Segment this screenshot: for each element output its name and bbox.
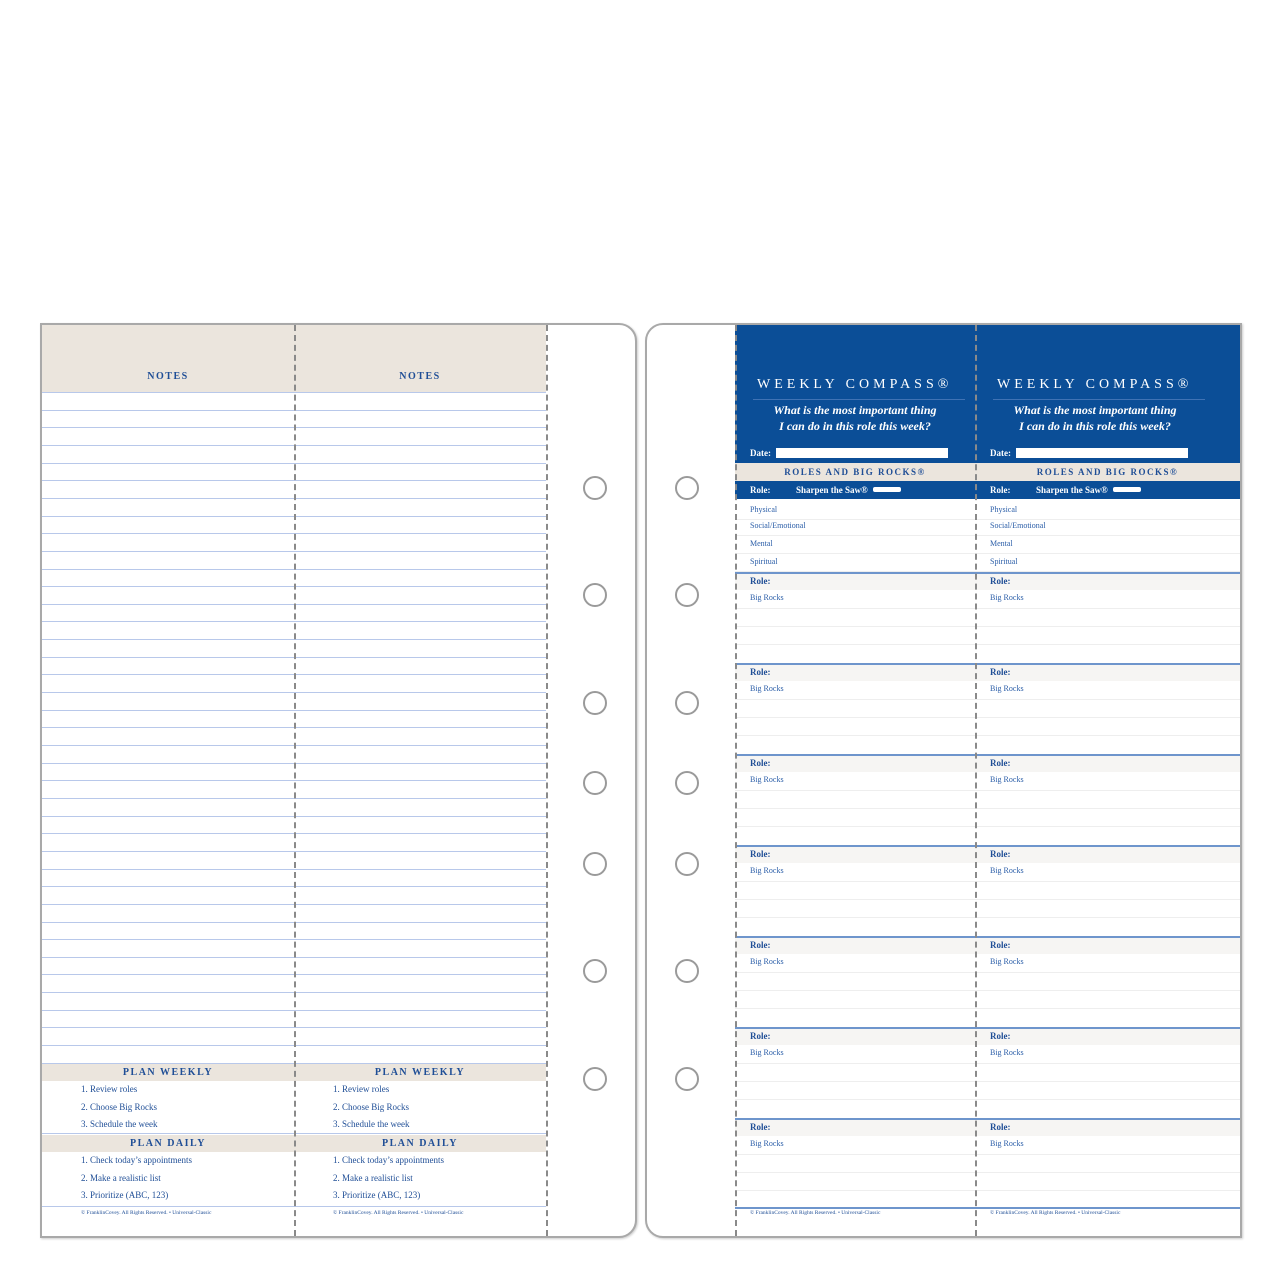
date-input[interactable]	[776, 448, 948, 458]
row-line[interactable]	[735, 1063, 975, 1064]
note-line[interactable]	[294, 533, 546, 534]
question-line: I can do in this role this week?	[779, 419, 931, 433]
big-rocks-label: Big Rocks	[750, 1139, 784, 1148]
note-line[interactable]	[42, 692, 294, 693]
role-label: Role:	[750, 1122, 771, 1132]
note-line[interactable]	[42, 816, 294, 817]
note-line[interactable]	[42, 498, 294, 499]
note-line[interactable]	[294, 569, 546, 570]
sharpen-row	[975, 481, 1240, 499]
note-line[interactable]	[294, 427, 546, 428]
note-line[interactable]	[294, 922, 546, 923]
big-rocks-label: Big Rocks	[750, 593, 784, 602]
row-line[interactable]	[735, 826, 975, 827]
perforation-line	[294, 325, 296, 1236]
binder-hole	[675, 959, 699, 983]
plan-daily-item: 1. Check today’s appointments	[81, 1155, 192, 1165]
footer-copyright: © FranklinCovey. All Rights Reserved. • Universal-Classic	[990, 1210, 1121, 1216]
note-line[interactable]	[294, 516, 546, 517]
note-line[interactable]	[294, 604, 546, 605]
big-rocks-label: Big Rocks	[750, 775, 784, 784]
plan-weekly-item: 3. Schedule the week	[81, 1119, 158, 1129]
row-line	[735, 519, 975, 520]
row-line[interactable]	[735, 717, 975, 718]
note-line[interactable]	[42, 480, 294, 481]
note-line[interactable]	[294, 392, 546, 393]
row-line[interactable]	[735, 808, 975, 809]
date-label: Date:	[750, 448, 771, 458]
roles-header: ROLES AND BIG ROCKS®	[735, 463, 975, 481]
note-line[interactable]	[294, 780, 546, 781]
plan-weekly-item: 1. Review roles	[333, 1084, 390, 1094]
note-line[interactable]	[42, 851, 294, 852]
note-line[interactable]	[294, 798, 546, 799]
role-row[interactable]	[975, 938, 1240, 954]
row-line[interactable]	[735, 790, 975, 791]
role-label: Role:	[990, 940, 1011, 950]
note-line[interactable]	[42, 1045, 294, 1046]
note-line[interactable]	[294, 1045, 546, 1046]
role-label: Role:	[750, 758, 771, 768]
row-line	[735, 553, 975, 554]
role-row[interactable]	[735, 938, 975, 954]
perforation-line	[975, 325, 977, 1236]
row-line[interactable]	[735, 626, 975, 627]
note-line[interactable]	[42, 957, 294, 958]
note-line[interactable]	[42, 869, 294, 870]
sharpen-label: Sharpen the Saw®	[1036, 485, 1108, 495]
binder-hole	[583, 852, 607, 876]
row-line[interactable]	[735, 881, 975, 882]
note-line[interactable]	[294, 851, 546, 852]
role-label: Role:	[990, 1122, 1011, 1132]
notes-column	[42, 325, 294, 1236]
row-line[interactable]	[975, 1081, 1240, 1082]
role-row[interactable]	[735, 756, 975, 772]
note-line[interactable]	[42, 939, 294, 940]
note-line[interactable]	[42, 886, 294, 887]
role-row[interactable]	[975, 574, 1240, 590]
note-line[interactable]	[42, 410, 294, 411]
note-line[interactable]	[42, 904, 294, 905]
divider	[753, 399, 965, 400]
note-line[interactable]	[42, 392, 294, 393]
big-rocks-label: Big Rocks	[750, 957, 784, 966]
binder-hole	[675, 771, 699, 795]
note-line[interactable]	[294, 992, 546, 993]
plan-daily-item: 1. Check today’s appointments	[333, 1155, 444, 1165]
sharpen-item: Social/Emotional	[990, 521, 1046, 530]
binder-hole	[583, 691, 607, 715]
row-line[interactable]	[735, 1190, 975, 1191]
note-line[interactable]	[42, 427, 294, 428]
note-line[interactable]	[294, 480, 546, 481]
row-line[interactable]	[735, 1081, 975, 1082]
footer-copyright: © FranklinCovey. All Rights Reserved. • Universal-Classic	[81, 1210, 212, 1216]
plan-daily-header: PLAN DAILY	[294, 1135, 546, 1152]
plan-daily-item: 2. Make a realistic list	[333, 1173, 413, 1183]
note-line[interactable]	[42, 657, 294, 658]
role-label: Role:	[990, 1031, 1011, 1041]
perforation-line	[735, 325, 737, 1236]
note-line[interactable]	[42, 533, 294, 534]
row-line[interactable]	[975, 1063, 1240, 1064]
sharpen-item: Physical	[750, 505, 778, 514]
perforation-line	[546, 325, 548, 1236]
note-line[interactable]	[294, 445, 546, 446]
compass-column	[735, 325, 975, 1236]
plan-weekly-item: 2. Choose Big Rocks	[333, 1102, 410, 1112]
big-rocks-label: Big Rocks	[750, 684, 784, 693]
role-label: Role:	[750, 576, 771, 586]
plan-weekly-item: 3. Schedule the week	[333, 1119, 410, 1129]
note-line[interactable]	[42, 763, 294, 764]
sharpen-item: Social/Emotional	[750, 521, 806, 530]
compass-title: WEEKLY COMPASS®	[997, 377, 1193, 392]
big-rocks-label: Big Rocks	[990, 957, 1024, 966]
divider	[294, 1133, 546, 1134]
row-line[interactable]	[735, 917, 975, 918]
row-line[interactable]	[735, 1099, 975, 1100]
plan-weekly-header: PLAN WEEKLY	[42, 1064, 294, 1081]
note-line[interactable]	[42, 727, 294, 728]
row-line	[975, 553, 1240, 554]
note-line[interactable]	[42, 621, 294, 622]
big-rocks-label: Big Rocks	[990, 593, 1024, 602]
row-line[interactable]	[735, 1172, 975, 1173]
sharpen-item: Mental	[990, 539, 1013, 548]
note-line[interactable]	[294, 710, 546, 711]
row-line[interactable]	[975, 790, 1240, 791]
plan-daily-header: PLAN DAILY	[42, 1135, 294, 1152]
note-line[interactable]	[42, 639, 294, 640]
note-line[interactable]	[42, 551, 294, 552]
compass-header	[975, 325, 1240, 463]
row-line[interactable]	[975, 699, 1240, 700]
row-line[interactable]	[975, 717, 1240, 718]
binder-hole	[583, 583, 607, 607]
note-line[interactable]	[42, 586, 294, 587]
note-line[interactable]	[42, 922, 294, 923]
binder-hole	[583, 476, 607, 500]
divider	[42, 1133, 294, 1134]
role-row[interactable]	[975, 1120, 1240, 1136]
role-label: Role:	[990, 758, 1011, 768]
compass-column	[975, 325, 1240, 1236]
role-row[interactable]	[975, 1029, 1240, 1045]
role-row[interactable]	[975, 756, 1240, 772]
note-line[interactable]	[42, 992, 294, 993]
note-line[interactable]	[294, 939, 546, 940]
role-label: Role:	[990, 849, 1011, 859]
note-line[interactable]	[294, 674, 546, 675]
row-line[interactable]	[735, 735, 975, 736]
note-line[interactable]	[294, 904, 546, 905]
sharpen-item: Spiritual	[750, 557, 778, 566]
plan-daily-item: 3. Prioritize (ABC, 123)	[81, 1190, 169, 1200]
row-line[interactable]	[975, 1190, 1240, 1191]
saw-icon	[873, 487, 901, 492]
role-label: Role:	[990, 576, 1011, 586]
notes-page	[40, 323, 637, 1238]
sharpen-label: Sharpen the Saw®	[796, 485, 868, 495]
date-input[interactable]	[1016, 448, 1188, 458]
note-line[interactable]	[294, 410, 546, 411]
note-line[interactable]	[294, 974, 546, 975]
role-row[interactable]	[735, 665, 975, 681]
binder-hole	[675, 691, 699, 715]
role-label: Role:	[750, 667, 771, 677]
big-rocks-label: Big Rocks	[990, 866, 1024, 875]
note-line[interactable]	[42, 516, 294, 517]
note-line[interactable]	[42, 798, 294, 799]
note-line[interactable]	[42, 1027, 294, 1028]
note-line[interactable]	[294, 869, 546, 870]
row-line[interactable]	[735, 699, 975, 700]
note-line[interactable]	[294, 727, 546, 728]
note-line[interactable]	[294, 639, 546, 640]
row-line[interactable]	[975, 881, 1240, 882]
note-line[interactable]	[294, 745, 546, 746]
row-line[interactable]	[975, 1154, 1240, 1155]
row-line[interactable]	[975, 917, 1240, 918]
role-label: Role:	[990, 667, 1011, 677]
date-label: Date:	[990, 448, 1011, 458]
note-line[interactable]	[294, 551, 546, 552]
binder-hole	[675, 476, 699, 500]
row-line[interactable]	[735, 1008, 975, 1009]
plan-weekly-item: 1. Review roles	[81, 1084, 138, 1094]
role-row[interactable]	[735, 574, 975, 590]
row-line[interactable]	[975, 990, 1240, 991]
question-line: I can do in this role this week?	[1019, 419, 1171, 433]
big-rocks-label: Big Rocks	[990, 1048, 1024, 1057]
note-line[interactable]	[42, 674, 294, 675]
note-line[interactable]	[42, 1010, 294, 1011]
big-rocks-label: Big Rocks	[750, 866, 784, 875]
role-label: Role:	[750, 940, 771, 950]
row-line[interactable]	[735, 972, 975, 973]
role-label: Role:	[990, 485, 1011, 495]
note-line[interactable]	[294, 816, 546, 817]
note-line[interactable]	[294, 657, 546, 658]
row-line[interactable]	[975, 972, 1240, 973]
note-line[interactable]	[42, 463, 294, 464]
note-line[interactable]	[42, 445, 294, 446]
row-line[interactable]	[735, 990, 975, 991]
sharpen-item: Spiritual	[990, 557, 1018, 566]
footer-copyright: © FranklinCovey. All Rights Reserved. • Universal-Classic	[750, 1210, 881, 1216]
note-line[interactable]	[42, 833, 294, 834]
note-line[interactable]	[42, 710, 294, 711]
row-line	[975, 519, 1240, 520]
question-line: What is the most important thing	[773, 403, 937, 417]
binder-hole	[583, 959, 607, 983]
role-row[interactable]	[735, 1029, 975, 1045]
role-label: Role:	[750, 1031, 771, 1041]
notes-column	[294, 325, 546, 1236]
binder-hole	[583, 1067, 607, 1091]
plan-weekly-item: 2. Choose Big Rocks	[81, 1102, 158, 1112]
role-row[interactable]	[975, 665, 1240, 681]
binder-hole	[675, 1067, 699, 1091]
row-line[interactable]	[975, 826, 1240, 827]
binder-hole	[675, 583, 699, 607]
divider	[993, 399, 1205, 400]
roles-header: ROLES AND BIG ROCKS®	[975, 463, 1240, 481]
divider	[735, 1207, 975, 1209]
row-line[interactable]	[735, 608, 975, 609]
note-line[interactable]	[294, 498, 546, 499]
note-line[interactable]	[294, 957, 546, 958]
plan-daily-item: 2. Make a realistic list	[81, 1173, 161, 1183]
note-line[interactable]	[42, 745, 294, 746]
compass-header	[735, 325, 975, 463]
row-line[interactable]	[975, 808, 1240, 809]
role-label: Role:	[750, 849, 771, 859]
role-row[interactable]	[975, 847, 1240, 863]
plan-daily-item: 3. Prioritize (ABC, 123)	[333, 1190, 421, 1200]
row-line	[735, 535, 975, 536]
divider	[42, 1206, 294, 1207]
note-line[interactable]	[294, 1010, 546, 1011]
row-line[interactable]	[975, 899, 1240, 900]
row-line[interactable]	[975, 626, 1240, 627]
row-line[interactable]	[975, 644, 1240, 645]
big-rocks-label: Big Rocks	[990, 775, 1024, 784]
row-line[interactable]	[975, 1008, 1240, 1009]
row-line	[975, 535, 1240, 536]
note-line[interactable]	[42, 780, 294, 781]
role-row[interactable]	[735, 847, 975, 863]
row-line[interactable]	[975, 608, 1240, 609]
note-line[interactable]	[42, 974, 294, 975]
weekly-compass-page	[645, 323, 1242, 1238]
question-line: What is the most important thing	[1013, 403, 1177, 417]
binder-hole	[675, 852, 699, 876]
big-rocks-label: Big Rocks	[750, 1048, 784, 1057]
saw-icon	[1113, 487, 1141, 492]
big-rocks-label: Big Rocks	[990, 1139, 1024, 1148]
big-rocks-label: Big Rocks	[990, 684, 1024, 693]
note-line[interactable]	[294, 833, 546, 834]
note-line[interactable]	[294, 586, 546, 587]
row-line[interactable]	[735, 644, 975, 645]
binder-hole	[583, 771, 607, 795]
role-row[interactable]	[735, 1120, 975, 1136]
divider	[294, 1206, 546, 1207]
notes-header: NOTES	[42, 325, 294, 392]
row-line[interactable]	[735, 899, 975, 900]
note-line[interactable]	[294, 763, 546, 764]
notes-header: NOTES	[294, 325, 546, 392]
note-line[interactable]	[294, 692, 546, 693]
divider	[975, 1207, 1240, 1209]
plan-weekly-header: PLAN WEEKLY	[294, 1064, 546, 1081]
note-line[interactable]	[42, 604, 294, 605]
sharpen-item: Physical	[990, 505, 1018, 514]
footer-copyright: © FranklinCovey. All Rights Reserved. • Universal-Classic	[333, 1210, 464, 1216]
row-line[interactable]	[735, 1154, 975, 1155]
role-label: Role:	[750, 485, 771, 495]
note-line[interactable]	[42, 569, 294, 570]
sharpen-item: Mental	[750, 539, 773, 548]
note-line[interactable]	[294, 463, 546, 464]
sharpen-row	[735, 481, 975, 499]
row-line[interactable]	[975, 735, 1240, 736]
note-line[interactable]	[294, 1027, 546, 1028]
compass-title: WEEKLY COMPASS®	[757, 377, 953, 392]
row-line[interactable]	[975, 1172, 1240, 1173]
note-line[interactable]	[294, 886, 546, 887]
note-line[interactable]	[294, 621, 546, 622]
row-line[interactable]	[975, 1099, 1240, 1100]
